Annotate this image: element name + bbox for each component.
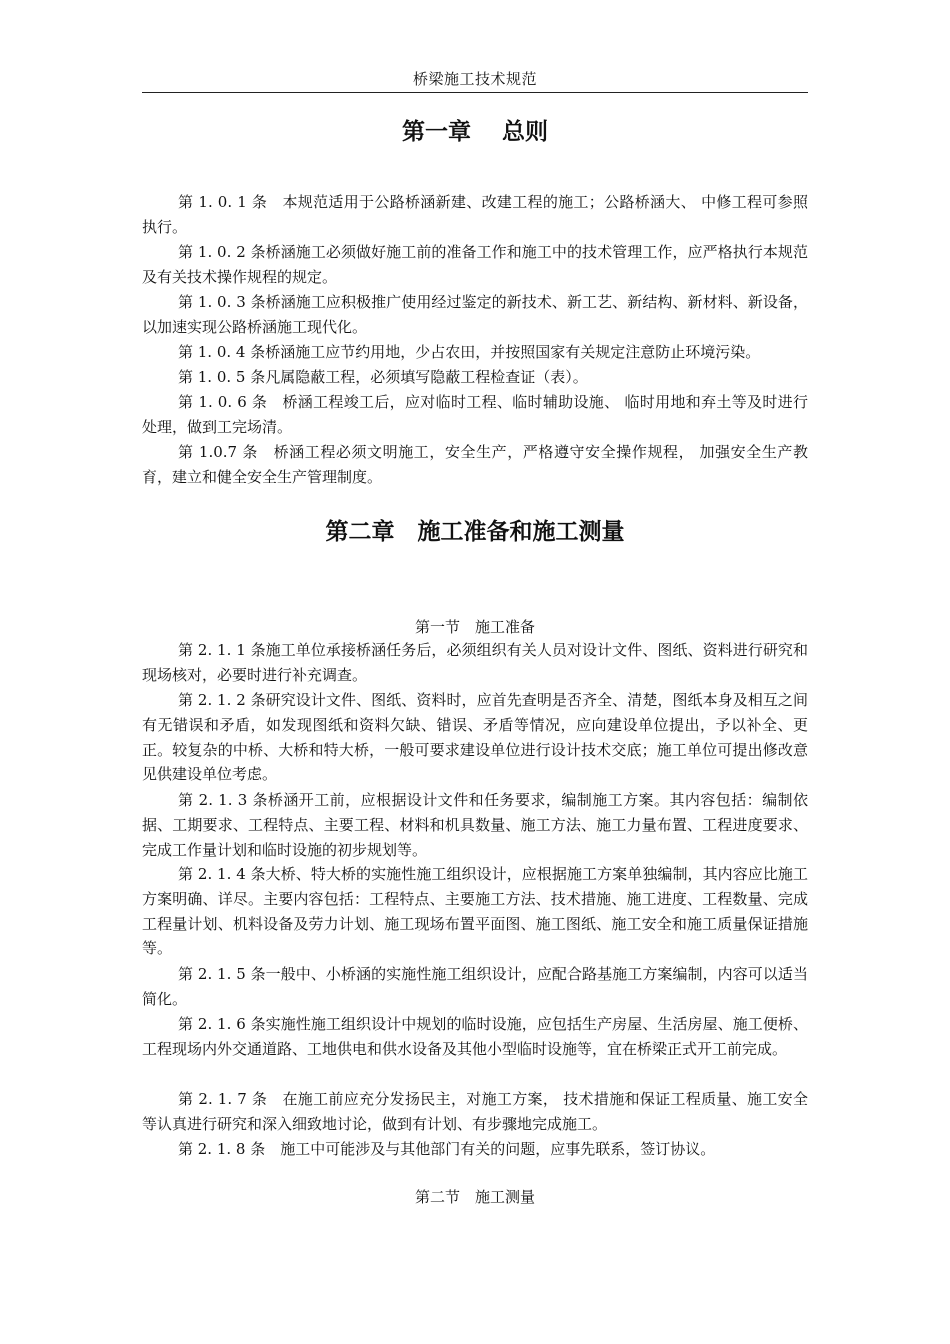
header-rule <box>142 92 808 93</box>
article-2-1-5: 第 2. 1. 5 条一般中、小桥涵的实施性施工组织设计，应配合路基施工方案编制，内容可以适当简化。 <box>142 965 808 1008</box>
article-2-1-4: 第 2. 1. 4 条大桥、特大桥的实施性施工组织设计，应根据施工方案单独编制，其内容应比施工方案明确、详尽。主要内容包括：工程特点、主要施工方法、技术措施、施工进度、工程数量、完成工程量计划、机料设备及劳力计划、施工现场布置平面图、施工图纸、施工安全和施工质量保证措施等。 <box>142 865 808 958</box>
article-2-1-1: 第 2. 1. 1 条施工单位承接桥涵任务后，必须组织有关人员对设计文件、图纸、资料进行研究和现场核对，必要时进行补充调查。 <box>142 641 808 684</box>
article-2-1-8: 第 2. 1. 8 条 施工中可能涉及与其他部门有关的问题，应事先联系，签订协议。 <box>178 1140 716 1158</box>
running-header: 桥梁施工技术规范 <box>412 70 537 88</box>
chapter-2-title: 第二章 施工准备和施工测量 <box>325 519 625 545</box>
article-2-1-6: 第 2. 1. 6 条实施性施工组织设计中规划的临时设施，应包括生产房屋、生活房屋、施工便桥、工程现场内外交通道路、工地供电和供水设备及其他小型临时设施等，宜在桥梁正式开工前完成。 <box>142 1015 808 1058</box>
article-1-0-2: 第 1. 0. 2 条桥涵施工必须做好施工前的准备工作和施工中的技术管理工作，应严格执行本规范及有关技术操作规程的规定。 <box>142 243 808 286</box>
article-1-0-6: 第 1. 0. 6 条 桥涵工程竣工后，应对临时工程、临时辅助设施、 临时用地和弃土等及时进行处理，做到工完场清。 <box>142 393 808 436</box>
article-1-0-7: 第 1.0.7 条 桥涵工程必须文明施工，安全生产，严格遵守安全操作规程， 加强安全生产教育，建立和健全安全生产管理制度。 <box>142 443 808 486</box>
article-1-0-4: 第 1. 0. 4 条桥涵施工应节约用地，少占农田，并按照国家有关规定注意防止环境污染。 <box>178 343 761 361</box>
section-1-title: 第一节 施工准备 <box>414 618 535 636</box>
article-1-0-1: 第 1. 0. 1 条 本规范适用于公路桥涵新建、改建工程的施工；公路桥涵大、 中修工程可参照执行。 <box>142 193 808 236</box>
article-2-1-2: 第 2. 1. 2 条研究设计文件、图纸、资料时，应首先查明是否齐全、清楚，图纸本身及相互之间有无错误和矛盾，如发现图纸和资料欠缺、错误、矛盾等情况，应向建设单位提出，予以补全、更正。较复杂的中桥、大桥和特大桥，一般可要求建设单位进行设计技术交底；施工单位可提出修改意见供建设单位考虑。 <box>142 691 808 784</box>
article-1-0-3: 第 1. 0. 3 条桥涵施工应积极推广使用经过鉴定的新技术、新工艺、新结构、新材料、新设备，以加速实现公路桥涵施工现代化。 <box>142 293 808 336</box>
article-1-0-5: 第 1. 0. 5 条凡属隐蔽工程，必须填写隐蔽工程检查证（表）。 <box>178 368 588 386</box>
article-2-1-3: 第 2. 1. 3 条桥涵开工前，应根据设计文件和任务要求，编制施工方案。其内容包括：编制依据、工期要求、工程特点、主要工程、材料和机具数量、施工方法、施工力量布置、工程进度要求、完成工作量计划和临时设施的初步规划等。 <box>142 791 808 859</box>
article-2-1-7: 第 2. 1. 7 条 在施工前应充分发扬民主，对施工方案， 技术措施和保证工程质量、施工安全等认真进行研究和深入细致地讨论，做到有计划、有步骤地完成施工。 <box>142 1090 808 1133</box>
chapter-1-title: 第一章 总则 <box>401 119 548 145</box>
section-2-title: 第二节 施工测量 <box>414 1188 535 1206</box>
